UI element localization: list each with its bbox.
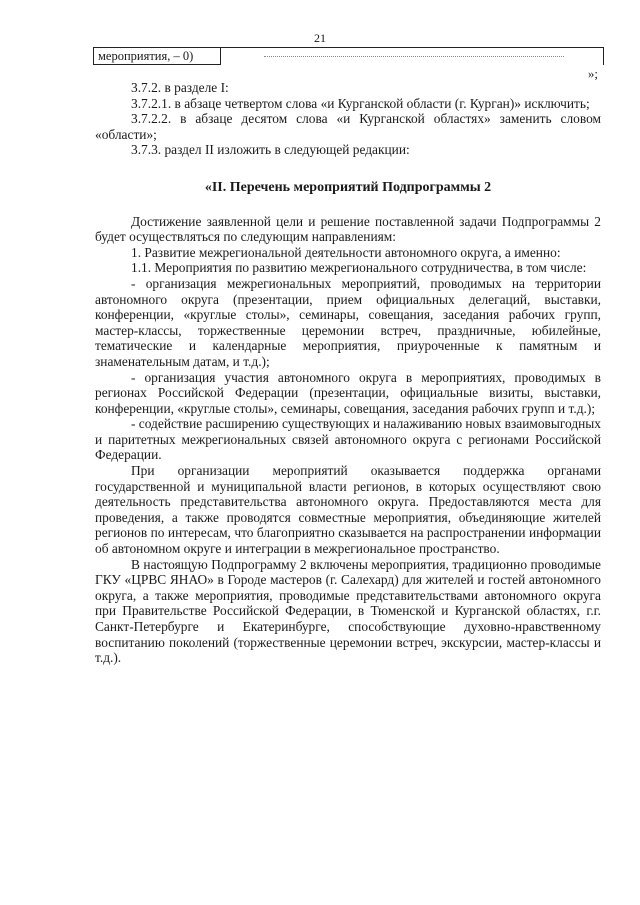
paragraph: Достижение заявленной цели и решение поставленной задачи Подпрограммы 2 будет осуществляться по следующим направлениям: <box>95 213 601 245</box>
section-heading: «II. Перечень мероприятий Подпрограммы 2 <box>204 179 492 195</box>
paragraph: - содействие расширению существующих и налаживанию новых взаимовыгодных и паритетных межрегиональных связей автономного округа с регионами Российской Федерации. <box>95 416 601 463</box>
paragraph: 3.7.2. в разделе I: <box>131 80 229 95</box>
paragraph: - организация межрегиональных мероприятий, проводимых на территории автономного округа (презентации, прием официальных делегаций, выставки, конференции, «круглые столы», семинары, совещания, заседания рабочих групп, мастер-классы, торжественные церемонии встреч, праздничные, юбилейные, тематические и календарные мероприятия, приуроченные к памятным и знаменательным датам, и т.д.); <box>95 275 601 369</box>
paragraph: 3.7.3. раздел II изложить в следующей редакции: <box>131 142 410 158</box>
document-body <box>95 80 601 666</box>
table-fragment <box>93 47 604 65</box>
paragraph: В настоящую Подпрограмму 2 включены мероприятия, традиционно проводимые ГКУ «ЦРВС ЯНАО» в Городе мастеров (г. Салехард) для жителей и гостей автономного округа, а также мероприятия, проводимые представительствами автономного округа при Правительстве Российской Федерации, в Тюменской и Курганской областях, г.г. Санкт-Петербурге и Екатеринбурге, способствующие духовно-нравственному воспитанию поколений (торжественные церемонии встреч, экскурсии, мастер-классы и т.д.). <box>95 556 601 666</box>
paragraph: - организация участия автономного округа в мероприятиях, проводимых в регионах Российской Федерации (презентации, официальные визиты, выставки, конференции, «круглые столы», семинары, совещания, заседания рабочих групп и т.д.); <box>95 369 601 416</box>
page-number: 21 <box>314 31 326 45</box>
paragraph: При организации мероприятий оказывается поддержка органами государственной и муниципальной власти регионов, в которых осуществляют свою деятельность представительства автономного округа. Предоставляются места для проведения, а также проводятся совместные мероприятия, объединяющие жителей регионов по интересам, что благоприятно сказывается на распространении информации об автономном округе и интеграции в межрегиональное пространство. <box>95 463 601 557</box>
paragraph: 3.7.2.1. в абзаце четвертом слова «и Курганской области (г. Курган)» исключить; <box>131 95 590 111</box>
table-dotted-line <box>264 56 564 57</box>
table-cell: мероприятия, – 0) <box>94 48 221 65</box>
closing-quote: »; <box>587 66 598 81</box>
paragraph: 3.7.2.2. в абзаце десятом слова «и Курганской областях» заменить словом «области»; <box>95 111 601 142</box>
paragraph: 1.1. Мероприятия по развитию межрегионального сотрудничества, в том числе: <box>131 260 587 276</box>
paragraph: 1. Развитие межрегиональной деятельности автономного округа, а именно: <box>131 244 561 260</box>
